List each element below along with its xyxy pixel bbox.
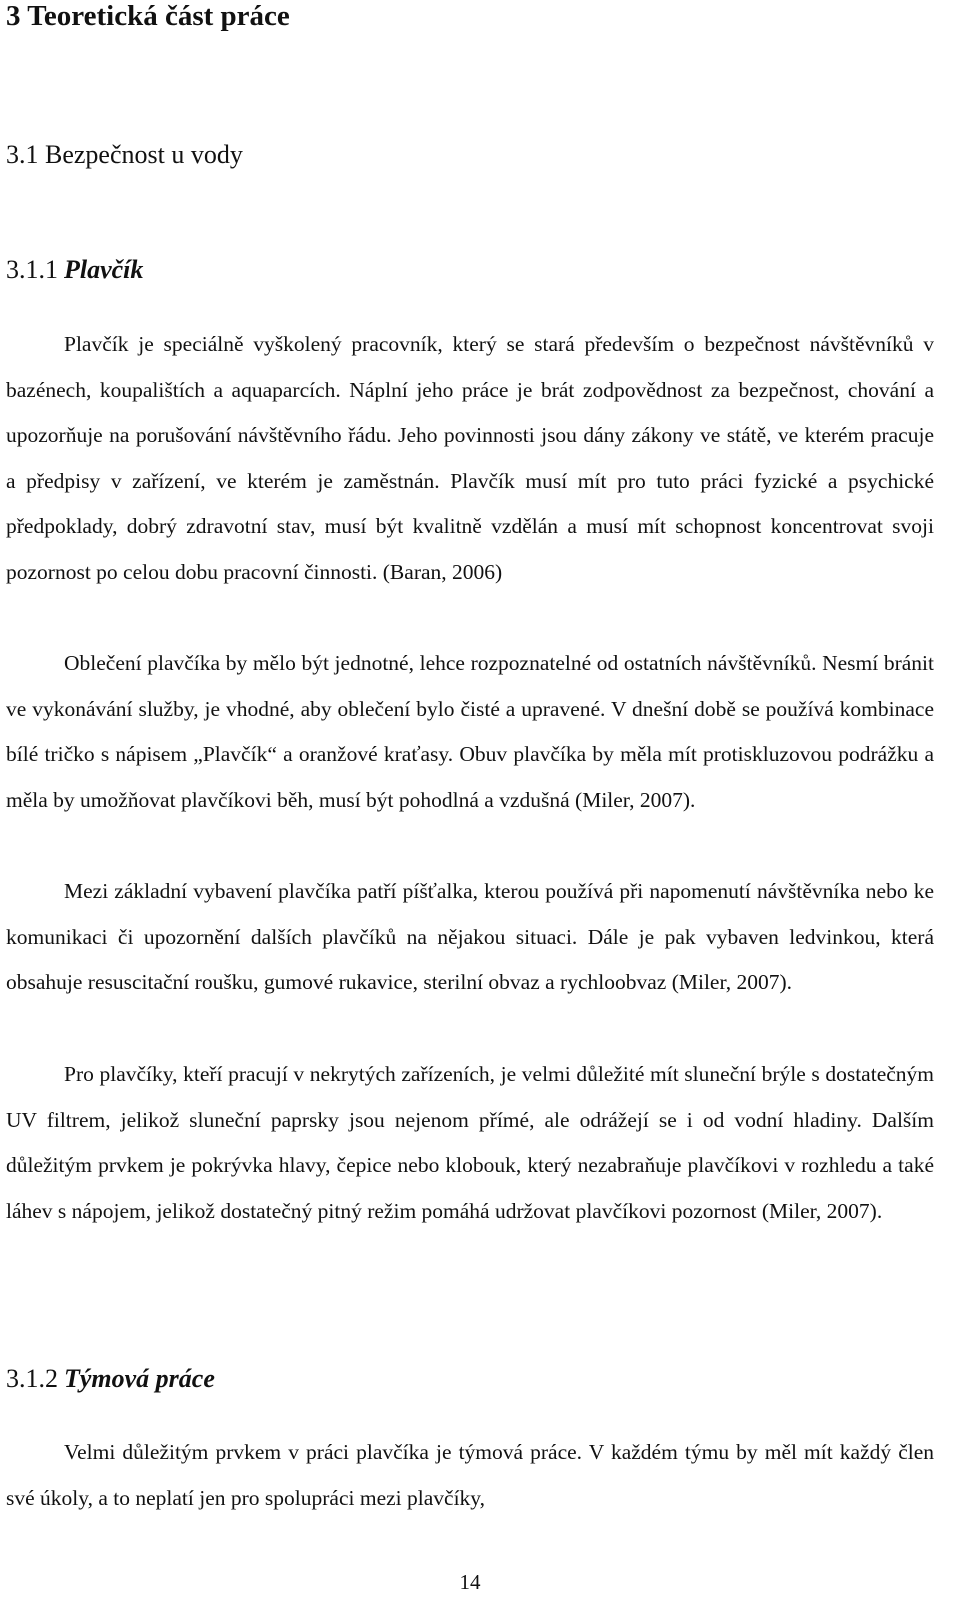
subsection-title: Týmová práce: [64, 1364, 215, 1393]
subsection-number: 3.1.2: [6, 1364, 58, 1393]
subsection-number: 3.1.1: [6, 255, 58, 284]
subsection-heading-tymova-prace: [6, 1364, 215, 1394]
page-number: 14: [459, 1570, 481, 1594]
subsection-title: Plavčík: [64, 255, 144, 284]
paragraph-lifeguard-clothing: Oblečení plavčíka by mělo být jednotné, lehce rozpoznatelné od ostatních návštěvníků. Nesmí bránit ve vykonávání služby, je vhodné, aby oblečení bylo čisté a upravené. V dnešní době se používá kombinace bílé tričko s nápisem „Plavčík“ a oranžové kraťasy. Obuv plavčíka by měla mít protiskluzovou podrážku a měla by umožňovat plavčíkovi běh, musí být pohodlná a vzdušná (Miler, 2007).: [6, 651, 934, 812]
subsection-heading-plavcik: [6, 255, 143, 285]
document-page: [6, 0, 934, 1606]
paragraph-outdoor-equipment: Pro plavčíky, kteří pracují v nekrytých zařízeních, je velmi důležité mít sluneční brýle s dostatečným UV filtrem, jelikož sluneční paprsky jsou nejenom přímé, ale odrážejí se i od vodní hladiny. Dalším důležitým prvkem je pokrývka hlavy, čepice nebo klobouk, který nezabraňuje plavčíkovi v rozhledu a také láhev s nápojem, jelikož dostatečný pitný režim pomáhá udržovat plavčíkovi pozornost (Miler, 2007).: [6, 1062, 934, 1223]
paragraph-teamwork: Velmi důležitým prvkem v práci plavčíka je týmová práce. V každém týmu by měl mít každý člen své úkoly, a to neplatí jen pro spolupráci mezi plavčíky,: [6, 1440, 934, 1510]
section-heading: 3.1 Bezpečnost u vody: [6, 140, 243, 169]
chapter-heading: 3 Teoretická část práce: [6, 0, 290, 32]
paragraph-lifeguard-equipment: Mezi základní vybavení plavčíka patří píšťalka, kterou používá při napomenutí návštěvníka nebo ke komunikaci či upozornění dalších plavčíků na nějakou situaci. Dále je pak vybaven ledvinkou, která obsahuje resuscitační roušku, gumové rukavice, sterilní obvaz a rychloobvaz (Miler, 2007).: [6, 879, 934, 994]
paragraph-lifeguard-definition: Plavčík je speciálně vyškolený pracovník, který se stará především o bezpečnost návštěvníků v bazénech, koupalištích a aquaparcích. Náplní jeho práce je brát zodpovědnost za bezpečnost, chování a upozorňuje na porušování návštěvního řádu. Jeho povinnosti jsou dány zákony ve státě, ve kterém pracuje a předpisy v zařízení, ve kterém je zaměstnán. Plavčík musí mít pro tuto práci fyzické a psychické předpoklady, dobrý zdravotní stav, musí být kvalitně vzdělán a musí mít schopnost koncentrovat svoji pozornost po celou dobu pracovní činnosti. (Baran, 2006): [6, 332, 934, 584]
